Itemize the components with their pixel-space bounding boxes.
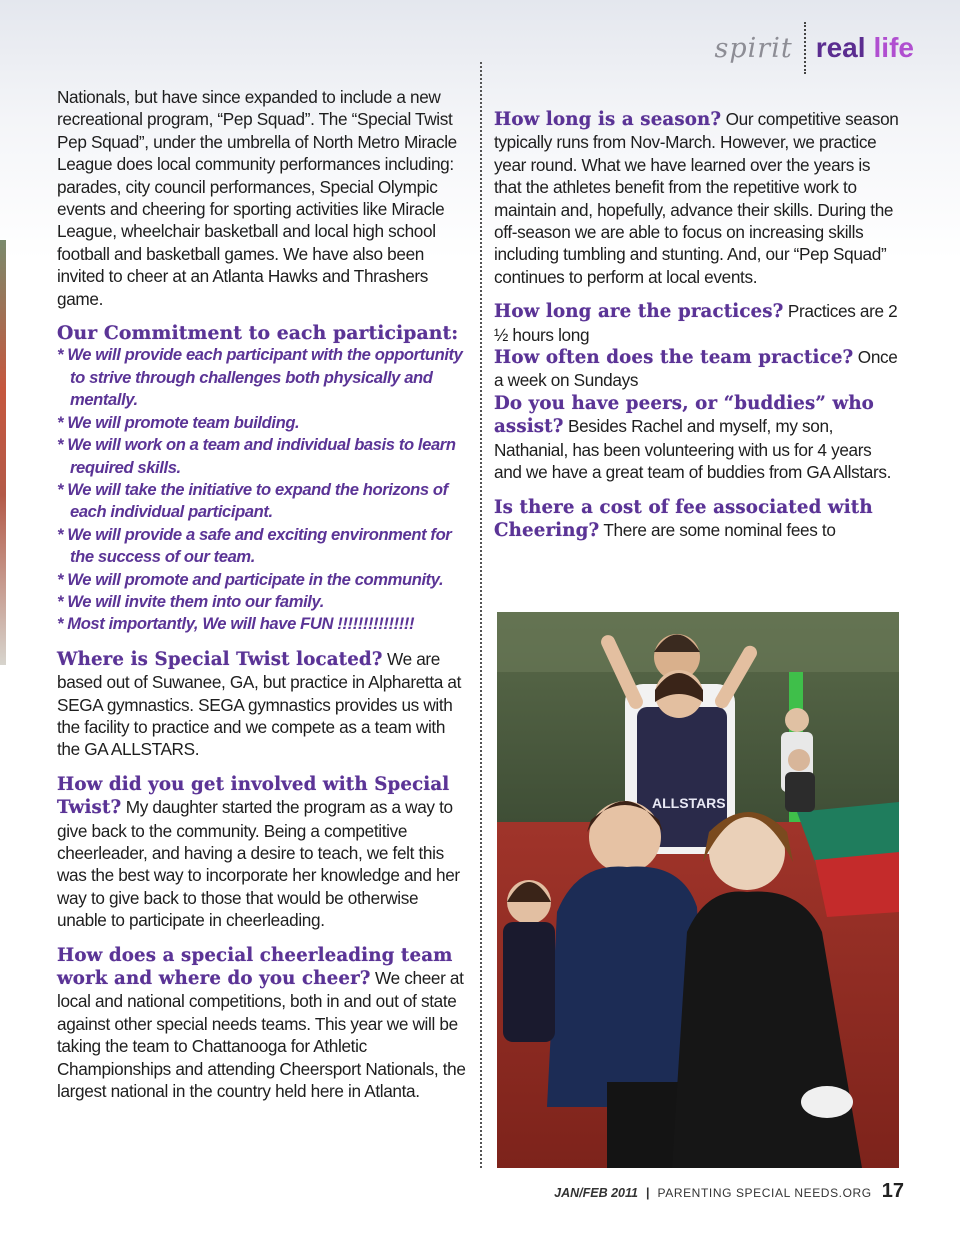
qa-block xyxy=(494,346,899,392)
section-label: spirit xyxy=(714,32,793,64)
question: Do you have peers, or “buddies” who assist? xyxy=(494,392,874,438)
commitment-heading: Our Commitment to each participant: xyxy=(57,322,459,345)
question: Where is Special Twist located? xyxy=(57,648,383,670)
answer: My daughter started the program as a way to give back to the community. Being a competitive cheerleader, and having a desire to teach, we felt this was the best way to incorporate her knowledge and her way to give back to those that would be otherwise unable to participate in cheerleading. xyxy=(57,797,460,931)
page-number: 17 xyxy=(881,1180,904,1202)
team-photo-illustration xyxy=(497,612,899,1168)
intro-paragraph: Nationals, but have since expanded to include a new recreational program, “Pep Squad”. The “Special Twist Pep Squad”, under the umbrella of North Metro Miracle League does local community performances including: parades, city council performances, Special Olympic events and cheering for sporting activities like Miracle League, wheelchair basketball and local high school football and basketball games. We have also been invited to cheer at an Atlanta Hawks and Thrashers game. xyxy=(57,87,457,309)
background-person-head xyxy=(785,708,809,732)
answer: Practices are 2 ½ hours long xyxy=(494,301,898,345)
commitment-item: * We will work on a team and individual basis to learn required skills. xyxy=(57,435,456,477)
answer: We are based out of Suwanee, GA, but practice in Alpharetta at SEGA gymnastics. SEGA gymnastics provides us with the facility to practice and we compete as a team with the GA ALLSTARS. xyxy=(57,648,462,760)
question: How did you get involved with Special Twist? xyxy=(57,773,450,819)
qa-block xyxy=(57,648,467,761)
background-person-head xyxy=(788,749,810,771)
qa-block xyxy=(57,944,467,1103)
commitment-item: * We will invite them into our family. xyxy=(57,591,324,611)
question: How often does the team practice? xyxy=(494,347,854,369)
question: How long are the practices? xyxy=(494,301,784,323)
qa-block xyxy=(494,300,899,346)
commitment-item: * We will promote team building. xyxy=(57,412,300,432)
site-name: PARENTING SPECIAL NEEDS.ORG xyxy=(657,1186,872,1200)
qa-block xyxy=(494,496,899,543)
team-photo xyxy=(497,612,899,1168)
left-column xyxy=(57,86,467,1102)
side-girl-body xyxy=(503,922,555,1042)
answer: Our competitive season typically runs from Nov-March. However, we practice year round. What we have learned over the years is that the athletes benefit from the repetitive work to maintain and, hopefully, advance their skills. During the off-season we are able to focus on increasing skills including tumbling and stunting. And, our “Pep Squad” continues to perform at local events. xyxy=(494,109,899,287)
commitment-item: * We will promote and participate in the community. xyxy=(57,569,444,589)
question: Is there a cost of fee associated with Cheering? xyxy=(494,496,873,541)
sneaker xyxy=(801,1086,853,1118)
commitment-item: * We will provide a safe and exciting environment for the success of our team. xyxy=(57,524,452,567)
section-title-part2: life xyxy=(873,32,914,63)
background-person-body xyxy=(785,772,815,812)
column-divider xyxy=(480,62,482,1168)
answer: Besides Rachel and myself, my son, Nathanial, has been volunteering with us for 4 years and we have a great team of buddies from GA Allstars. xyxy=(494,416,892,483)
left-edge-image-sliver xyxy=(0,240,6,665)
question: How long is a season? xyxy=(494,109,722,130)
question: How does a special cheerleading team work and where do you cheer? xyxy=(57,944,453,990)
qa-block xyxy=(494,108,899,288)
section-header xyxy=(715,22,914,74)
commitment-item: * We will take the initiative to expand the horizons of each individual participant. xyxy=(57,479,448,522)
issue-date: JAN/FEB 2011 xyxy=(554,1186,638,1200)
right-column xyxy=(494,108,899,542)
shirt-text: ALLSTARS xyxy=(652,795,726,811)
answer: Once a week on Sundays xyxy=(494,347,898,391)
footer-separator: | xyxy=(646,1186,650,1200)
answer: There are some nominal fees to xyxy=(603,519,836,540)
qa-block xyxy=(494,392,899,484)
answer: We cheer at local and national competitions, both in and out of state against other special needs teams. This year we will be taking the team to Chattanooga for Athletic Championships and attending Cheersport Nationals, the largest national in the country held here in Atlanta. xyxy=(57,968,466,1102)
section-title-part1: real xyxy=(815,32,866,63)
commitment-item: * We will provide each participant with the opportunity to strive through challenges both physically and mentally. xyxy=(57,345,463,410)
red-mat xyxy=(815,852,899,917)
qa-block xyxy=(57,773,467,932)
page-footer xyxy=(554,1180,904,1203)
left-woman-head xyxy=(589,801,661,873)
commitment-list xyxy=(57,344,467,635)
commitment-item: * Most importantly, We will have FUN !!!!!!!!!!!!!!! xyxy=(57,614,415,634)
